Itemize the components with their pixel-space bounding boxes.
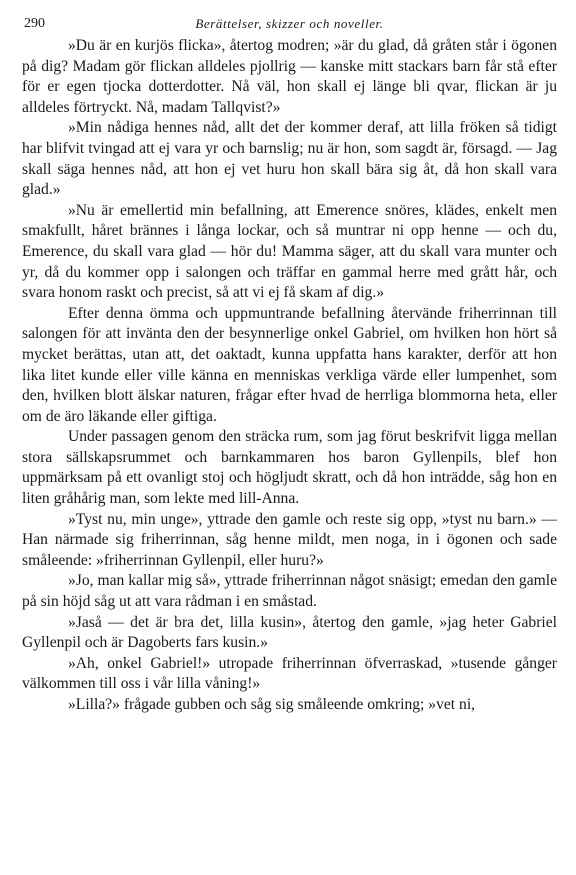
page-number: 290 (24, 16, 45, 31)
paragraph: »Ah, onkel Gabriel!» utropade friherrinnan öfverraskad, »tusende gånger välkommen till oss i vår lilla våning!» (22, 654, 557, 693)
paragraph: »Tyst nu, min unge», yttrade den gamle och reste sig opp, »tyst nu barn.» — Han närmade sig friherrinnan, såg henne mildt, men noga, in i ögonen och sade småleende: »friherrinnan Gyllenpil, eller huru?» (22, 510, 557, 569)
paragraph: »Nu är emellertid min befallning, att Emerence snöres, klädes, enkelt men smakfullt, håret brännes i långa lockar, och så muntrar ni opp henne — och du, Emerence, du skall vara glad — hör du! Mamma säger, att du skall vara munter och yr, då du kommer opp i salongen och träffar en gammal herre med grått hår, och svara honom raskt och precist, så att vi ej få skam af dig.» (22, 201, 557, 302)
paragraph: »Jo, man kallar mig så», yttrade friherrinnan något snäsigt; emedan den gamle på sin höjd såg ut att vara rådman i en småstad. (22, 572, 557, 611)
paragraph: »Jaså — det är bra det, lilla kusin», återtog den gamle, »jag heter Gabriel Gyllenpil och är Dagoberts fars kusin.» (22, 613, 557, 652)
paragraph: »Min nådiga hennes nåd, allt det der kommer deraf, att lilla fröken så tidigt har blifvit tvingad att ej vara yr och barnslig; nu är hon, som sagdt är, försagd. — Jag skall säga hennes nåd, att hon ej vet huru hon skall bära sig åt, då hon skall vara glad.» (22, 119, 557, 199)
body-text (22, 36, 557, 716)
paragraph: »Du är en kurjös flicka», återtog modren; »är du glad, då gråten står i ögonen på dig? Madam gör flickan alldeles pjollrig — kanske mitt stackars barn får stå efter för er egen tjocka dotterdotter. Nå väl, hon skall ej länge bli qvar, flickan är ju alldeles förtryckt. Nå, madam Tallqvist?» (22, 37, 557, 116)
page-header (22, 12, 557, 36)
book-page (22, 12, 557, 716)
running-title: Berättelser, skizzer och noveller. (195, 16, 384, 31)
paragraph: Efter denna ömma och uppmuntrande befallning återvände friherrinnan till salongen för att invänta den der besynnerlige onkel Gabriel, om hvilken hon hört så mycket berättas, utan att, det oaktadt, kunna uppfatta hans karakter, derför att hon lika litet kunde eller ville känna en menniskas verkliga värde eller lumpenhet, som den, hvilken blott älskar naturen, frågar efter hvad de herrliga blommorna heta, eller om de äro läkande eller giftiga. (22, 304, 557, 425)
paragraph: »Lilla?» frågade gubben och såg sig småleende omkring; »vet ni, (68, 696, 476, 713)
paragraph: Under passagen genom den sträcka rum, som jag förut beskrifvit ligga mellan stora sällskapsrummet och barnkammaren hos baron Gyllenpils, blef hon uppmärksam på ett ovanligt stoj och högljudt skratt, och då hon inträdde, såg hon en liten gråhårig man, som lekte med lill-Anna. (22, 428, 557, 508)
